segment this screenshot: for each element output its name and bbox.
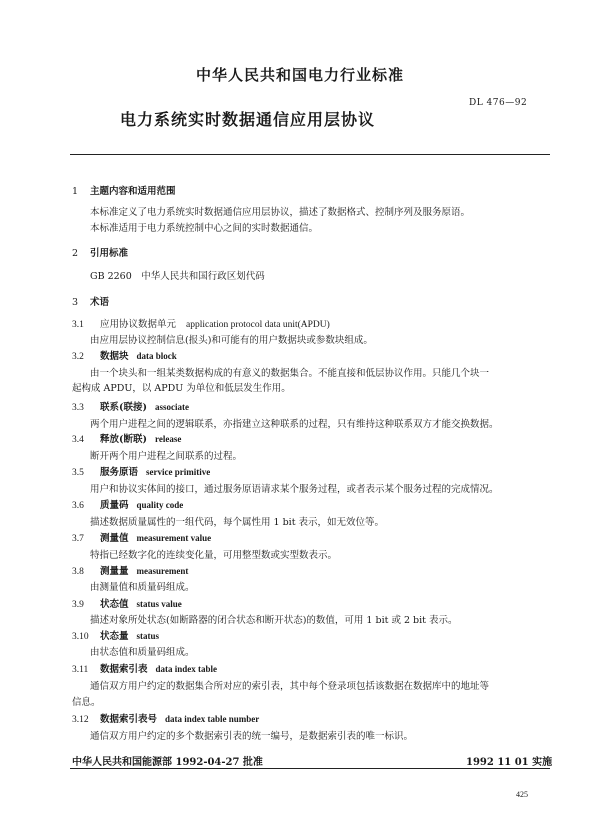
term-chinese: 质量码	[100, 500, 129, 511]
term-3-11	[72, 663, 217, 677]
term-3-8	[72, 565, 188, 579]
term-3-12	[72, 713, 259, 727]
term-english: status	[136, 631, 160, 641]
term-3-2-definition-line-2: 起构成 APDU，以 APDU 为单位和低层发生作用。	[72, 383, 291, 394]
term-3-2	[72, 350, 177, 364]
term-3-11-definition-line-1: 通信双方用户约定的数据集合所对应的索引表，其中每个登录项包括该数据在数据库中的地址等	[90, 681, 490, 692]
term-3-8-definition: 由测量值和质量码组成。	[90, 582, 195, 593]
document-title: 电力系统实时数据通信应用层协议	[120, 110, 376, 129]
term-english: status value	[136, 599, 182, 609]
term-english: data index table	[155, 664, 218, 674]
term-number: 3.2	[72, 352, 84, 362]
term-chinese: 状态量	[100, 631, 129, 642]
term-chinese: 数据块	[100, 351, 129, 362]
section-1-number: 1	[72, 186, 79, 197]
term-3-4-definition: 断开两个用户进程之间联系的过程。	[90, 451, 243, 462]
term-number: 3.4	[72, 435, 84, 445]
section-1-para-2: 本标准适用于电力系统控制中心之间的实时数据通信。	[90, 223, 319, 234]
term-chinese: 数据索引表	[100, 664, 148, 675]
term-english: measurement	[136, 566, 189, 576]
term-chinese: 数据索引表号	[100, 714, 158, 725]
term-3-7-definition: 特指已经数字化的连续变化量，可用整型数或实型数表示。	[90, 550, 338, 561]
term-english: quality code	[136, 500, 184, 510]
section-1-para-1: 本标准定义了电力系统实时数据通信应用层协议，描述了数据格式、控制序列及服务原语。	[90, 207, 471, 218]
term-3-5	[72, 466, 210, 480]
term-3-9-definition: 描述对象所处状态(如断路器的闭合状态和断开状态)的数值，可用 1 bit 或 2 bit 表示。	[90, 615, 458, 626]
term-3-6-definition: 描述数据质量属性的一组代码，每个属性用 1 bit 表示，如无效位等。	[90, 517, 385, 528]
section-2-title: 引用标准	[90, 248, 129, 259]
section-3-heading	[72, 294, 109, 308]
term-chinese: 应用协议数据单元	[100, 319, 177, 330]
section-1-title: 主题内容和适用范围	[90, 186, 176, 197]
term-english: associate	[155, 402, 189, 412]
term-english: service primitive	[146, 467, 211, 477]
term-number: 3.6	[72, 501, 84, 511]
term-3-6	[72, 499, 183, 513]
footer-rule	[70, 768, 550, 769]
header-rule	[70, 154, 550, 155]
implementation-line: 1992 11 01 实施	[466, 757, 553, 768]
term-3-2-definition-line-1: 由一个块头和一组某类数据构成的有意义的数据集合。不能直接和低层协议作用。只能几个块一	[90, 368, 490, 379]
term-3-10-definition: 由状态值和质量码组成。	[90, 647, 195, 658]
term-3-10	[72, 630, 159, 644]
term-english: data block	[136, 351, 177, 361]
page-number: 425	[516, 790, 528, 799]
term-english: application protocol data unit(APDU)	[186, 320, 330, 330]
term-3-1-definition: 由应用层协议控制信息(报头)和可能有的用户数据块或参数块组成。	[90, 335, 373, 346]
term-chinese: 状态值	[100, 599, 129, 610]
term-3-12-definition: 通信双方用户约定的多个数据索引表的统一编号，是数据索引表的唯一标识。	[90, 731, 414, 742]
term-number: 3.8	[72, 567, 84, 577]
term-3-9	[72, 598, 182, 612]
term-number: 3.12	[72, 715, 89, 725]
term-chinese: 服务原语	[100, 467, 139, 478]
term-3-3	[72, 401, 189, 415]
term-english: release	[155, 434, 182, 444]
section-2-number: 2	[72, 248, 79, 259]
term-3-3-definition: 两个用户进程之间的逻辑联系，亦指建立这种联系的过程，只有维持这种联系双方才能交换数据。	[90, 419, 499, 430]
term-chinese: 释放(断联)	[100, 434, 147, 445]
term-chinese: 测量量	[100, 566, 129, 577]
approval-line: 中华人民共和国能源部 1992-04-27 批准	[72, 757, 263, 768]
term-number: 3.3	[72, 403, 84, 413]
term-number: 3.7	[72, 534, 84, 544]
section-2-reference: GB 2260 中华人民共和国行政区划代码	[90, 271, 265, 282]
section-1-heading	[72, 183, 176, 197]
standard-code: DL 476—92	[469, 98, 528, 108]
term-3-7	[72, 532, 211, 546]
term-number: 3.10	[72, 632, 89, 642]
section-2-heading	[72, 245, 128, 259]
term-number: 3.9	[72, 600, 84, 610]
term-chinese: 测量值	[100, 533, 129, 544]
standard-type: 中华人民共和国电力行业标准	[195, 66, 404, 84]
term-chinese: 联系(联接)	[100, 402, 147, 413]
term-english: measurement value	[136, 533, 212, 543]
section-3-title: 术语	[90, 297, 110, 308]
term-3-5-definition: 用户和协议实体间的接口，通过服务原语请求某个服务过程，或者表示某个服务过程的完成情况。	[90, 484, 499, 495]
term-number: 3.1	[72, 320, 84, 330]
section-3-number: 3	[72, 297, 79, 308]
term-3-4	[72, 433, 181, 447]
term-number: 3.11	[72, 665, 89, 675]
term-number: 3.5	[72, 468, 84, 478]
term-english: data index table number	[165, 714, 260, 724]
term-3-11-definition-line-2: 信息。	[72, 697, 101, 708]
term-3-1	[72, 318, 330, 332]
